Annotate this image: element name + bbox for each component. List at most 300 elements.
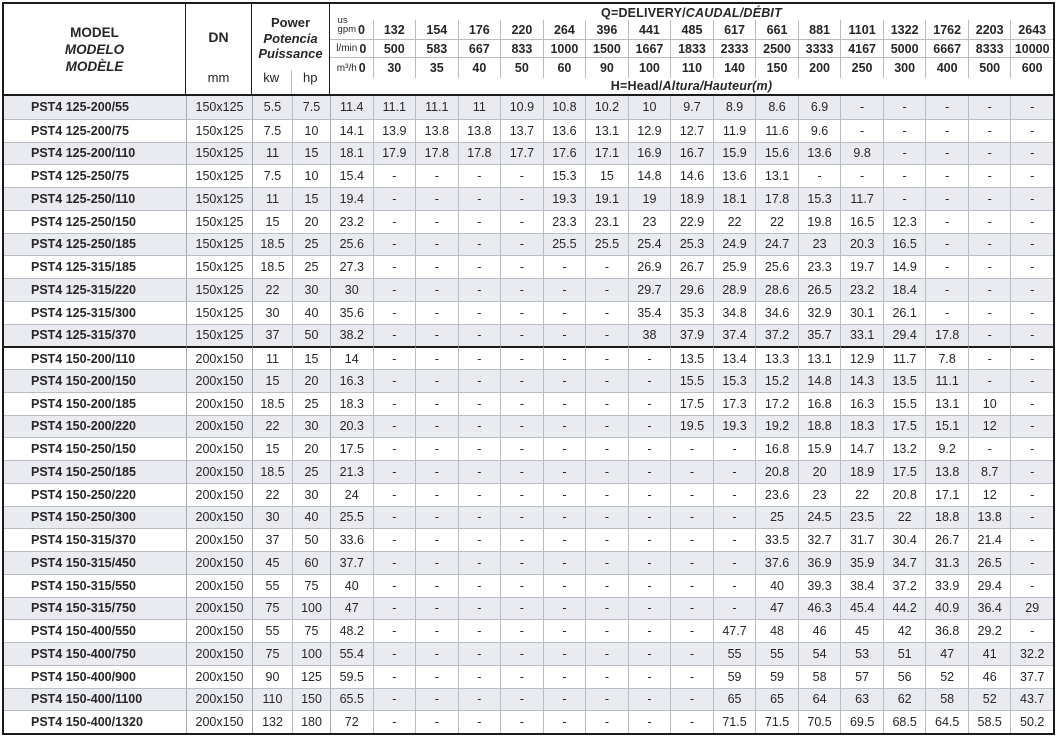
head-value-cell: - [500,187,543,210]
head-value-cell: 17.8 [458,142,501,165]
head-value-cell: 24 [330,483,373,506]
head-value-cell: 24.7 [755,233,798,256]
model-cell: PST4 150-250/185 [4,460,186,483]
head-value-cell: - [543,369,586,392]
q-title-italic: CAUDAL/DÉBIT [685,6,782,20]
lmin-value: 833 [500,40,543,58]
head-value-cell: - [415,483,458,506]
m3h-value: 150 [755,58,798,78]
head-value-cell: 17.5 [330,437,373,460]
kw-cell: 22 [252,483,292,506]
head-value-cell: - [415,278,458,301]
head-value-cell: - [1010,574,1053,597]
model-cell: PST4 150-400/1320 [4,710,186,733]
head-value-cell: - [883,119,926,142]
gpm-zero-value: 0 [358,22,365,37]
kw-cell: 75 [252,597,292,620]
head-value-cell: - [925,96,968,119]
head-value-cell: 33.6 [330,528,373,551]
head-value-cell: - [373,346,416,369]
head-value-cell: - [925,164,968,187]
head-value-cell: - [585,665,628,688]
head-value-cell: 62 [883,688,926,711]
head-value-cell: - [1010,278,1053,301]
kw-cell: 132 [252,710,292,733]
lmin-unit-cell [330,40,373,58]
head-value-cell: - [415,233,458,256]
head-value-cell: 11.7 [840,187,883,210]
head-value-cell: 12.9 [840,346,883,369]
head-value-cell: - [925,187,968,210]
head-value-cell: 33.9 [925,574,968,597]
head-value-cell: 20 [798,460,841,483]
gpm-value: 132 [373,20,416,40]
head-value-cell: - [585,528,628,551]
kw-cell: 18.5 [252,392,292,415]
dn-cell: 150x125 [186,233,252,256]
head-value-cell: 9.7 [670,96,713,119]
head-value-cell: 46 [798,619,841,642]
lmin-value: 1833 [670,40,713,58]
model-cell: PST4 125-200/110 [4,142,186,165]
head-value-cell: - [1010,255,1053,278]
head-value-cell: - [628,551,671,574]
head-value-cell: 16.5 [840,210,883,233]
head-value-cell: 47 [925,642,968,665]
head-value-cell: - [373,164,416,187]
head-value-cell: - [415,665,458,688]
head-value-cell: - [373,392,416,415]
head-value-cell: - [1010,460,1053,483]
model-label-es: MODELO [64,41,125,57]
head-value-cell: - [500,346,543,369]
hp-unit-header: hp [291,70,330,94]
head-value-cell: - [968,301,1011,324]
head-value-cell: 25.6 [330,233,373,256]
head-value-cell: 40.9 [925,597,968,620]
kw-cell: 15 [252,210,292,233]
m3h-value: 110 [670,58,713,78]
head-value-cell: 22 [713,210,756,233]
dn-cell: 200x150 [186,551,252,574]
head-value-cell: 23 [628,210,671,233]
head-value-cell: - [500,528,543,551]
head-value-cell: 17.1 [925,483,968,506]
head-value-cell: - [670,574,713,597]
head-value-cell: - [585,642,628,665]
head-value-cell: - [543,255,586,278]
head-value-cell: - [968,233,1011,256]
head-value-cell: 13.9 [373,119,416,142]
head-value-cell: - [543,460,586,483]
head-value-cell: - [458,437,501,460]
head-value-cell: 72 [330,710,373,733]
head-value-cell: 47 [755,597,798,620]
lmin-value: 1667 [628,40,671,58]
head-value-cell: 13.2 [883,437,926,460]
kw-cell: 11 [252,142,292,165]
head-value-cell: 41 [968,642,1011,665]
hp-cell: 40 [292,506,330,529]
hp-cell: 20 [292,437,330,460]
head-value-cell: - [1010,483,1053,506]
head-value-cell: 65 [713,688,756,711]
head-value-cell: - [1010,142,1053,165]
m3h-value: 200 [798,58,841,78]
head-value-cell: 26.5 [968,551,1011,574]
head-value-cell: 20.8 [883,483,926,506]
head-value-cell: 13.7 [500,119,543,142]
hp-cell: 30 [292,278,330,301]
dn-cell: 150x125 [186,324,252,347]
m3h-value: 90 [585,58,628,78]
head-value-cell: - [543,346,586,369]
head-value-cell: 38.2 [330,324,373,347]
head-value-cell: 36.4 [968,597,1011,620]
gpm-unit-label-top: us [337,15,348,26]
head-value-cell: 17.5 [883,460,926,483]
head-value-cell: 29.4 [883,324,926,347]
lmin-value: 1500 [585,40,628,58]
head-value-cell: - [585,460,628,483]
hp-cell: 10 [292,119,330,142]
hp-cell: 25 [292,233,330,256]
head-value-cell: - [925,278,968,301]
head-value-cell: - [415,710,458,733]
head-value-cell: - [628,392,671,415]
head-value-cell: - [925,233,968,256]
kw-cell: 37 [252,324,292,347]
hp-cell: 25 [292,392,330,415]
head-value-cell: - [500,164,543,187]
dn-cell: 200x150 [186,415,252,438]
head-value-cell: 44.2 [883,597,926,620]
head-value-cell: 34.8 [713,301,756,324]
model-cell: PST4 150-315/750 [4,597,186,620]
head-value-cell: - [500,415,543,438]
head-value-cell: - [500,483,543,506]
head-value-cell: - [415,210,458,233]
head-value-cell: - [415,506,458,529]
head-value-cell: 16.3 [330,369,373,392]
h-title-italic: Altura/Hauteur(m) [662,79,773,93]
head-value-cell: - [585,255,628,278]
head-value-cell: 16.8 [798,392,841,415]
head-value-cell: 34.7 [883,551,926,574]
head-value-cell: - [415,301,458,324]
head-value-cell: - [373,233,416,256]
head-value-cell: - [628,528,671,551]
head-value-cell: 11.1 [373,96,416,119]
head-value-cell: 14.6 [670,164,713,187]
head-value-cell: 36.9 [798,551,841,574]
head-value-cell: - [628,483,671,506]
head-value-cell: - [628,574,671,597]
dn-cell: 200x150 [186,574,252,597]
head-value-cell: 59 [713,665,756,688]
head-value-cell: - [415,619,458,642]
head-value-cell: 45 [840,619,883,642]
head-value-cell: - [415,255,458,278]
hp-cell: 180 [292,710,330,733]
head-value-cell: 17.6 [543,142,586,165]
head-value-cell: - [373,415,416,438]
head-value-cell: - [670,597,713,620]
head-value-cell: - [500,551,543,574]
hp-cell: 15 [292,346,330,369]
kw-cell: 110 [252,688,292,711]
head-value-cell: 8.9 [713,96,756,119]
head-value-cell: - [968,187,1011,210]
head-value-cell: 58 [925,688,968,711]
head-value-cell: 48 [755,619,798,642]
head-value-cell: 20.3 [840,233,883,256]
head-value-cell: 13.3 [755,346,798,369]
head-value-cell: 13.6 [798,142,841,165]
head-value-cell: - [415,324,458,347]
head-value-cell: - [883,96,926,119]
head-value-cell: - [968,119,1011,142]
head-value-cell: 19.4 [330,187,373,210]
head-value-cell: 23 [798,233,841,256]
head-value-cell: 46.3 [798,597,841,620]
head-value-cell: 17.8 [925,324,968,347]
head-value-cell: 37.4 [713,324,756,347]
head-value-cell: 32.7 [798,528,841,551]
head-value-cell: 38.4 [840,574,883,597]
lmin-value: 583 [415,40,458,58]
head-value-cell: - [1010,324,1053,347]
kw-cell: 11 [252,187,292,210]
model-cell: PST4 125-250/110 [4,187,186,210]
hp-cell: 75 [292,574,330,597]
head-value-cell: - [373,369,416,392]
kw-cell: 18.5 [252,460,292,483]
head-value-cell: - [925,210,968,233]
head-value-cell: 11.4 [330,96,373,119]
head-value-cell: 13.1 [755,164,798,187]
head-value-cell: 8.7 [968,460,1011,483]
lmin-value: 8333 [968,40,1011,58]
head-value-cell: 12.9 [628,119,671,142]
head-value-cell: - [543,415,586,438]
head-value-cell: - [500,619,543,642]
head-value-cell: - [500,278,543,301]
head-value-cell: 13.8 [968,506,1011,529]
head-value-cell: - [628,597,671,620]
kw-cell: 22 [252,278,292,301]
head-value-cell: 12.7 [670,119,713,142]
head-value-cell: - [1010,619,1053,642]
gpm-value: 485 [670,20,713,40]
head-value-cell: 18.9 [670,187,713,210]
head-value-cell: - [500,210,543,233]
power-unit-row [252,70,329,94]
hp-cell: 30 [292,483,330,506]
hp-cell: 150 [292,688,330,711]
head-value-cell: 64.5 [925,710,968,733]
model-cell: PST4 150-400/750 [4,642,186,665]
m3h-value: 30 [373,58,416,78]
q-title-plain: Q=DELIVERY/ [601,6,686,20]
head-value-cell: - [458,506,501,529]
m3h-value: 600 [1010,58,1053,78]
head-value-cell: - [713,528,756,551]
head-value-cell: - [840,164,883,187]
head-value-cell: 71.5 [713,710,756,733]
head-value-cell: - [458,483,501,506]
dn-cell: 200x150 [186,710,252,733]
model-cell: PST4 150-200/110 [4,346,186,369]
model-cell: PST4 125-315/185 [4,255,186,278]
lmin-value: 667 [458,40,501,58]
head-value-cell: 35.4 [628,301,671,324]
model-label-en: MODEL [70,24,119,40]
head-value-cell: - [415,688,458,711]
head-value-cell: - [373,619,416,642]
head-value-cell: - [585,506,628,529]
head-value-cell: - [373,460,416,483]
head-value-cell: 17.1 [585,142,628,165]
lmin-value: 3333 [798,40,841,58]
lmin-zero-value: 0 [359,41,367,56]
head-value-cell: - [543,619,586,642]
head-value-cell: 33.1 [840,324,883,347]
pump-specification-table [2,2,1055,735]
head-value-cell: 54 [798,642,841,665]
head-value-cell: - [500,597,543,620]
head-value-cell: - [373,597,416,620]
head-value-cell: - [458,278,501,301]
head-value-cell: - [968,142,1011,165]
head-value-cell: - [543,665,586,688]
head-value-cell: - [968,278,1011,301]
head-value-cell: 23.6 [755,483,798,506]
head-value-cell: - [670,506,713,529]
head-value-cell: - [500,688,543,711]
head-value-cell: 19.8 [798,210,841,233]
dn-cell: 200x150 [186,688,252,711]
head-value-cell: - [585,688,628,711]
head-value-cell: - [883,187,926,210]
lmin-value: 5000 [883,40,926,58]
head-value-cell: - [415,574,458,597]
head-value-cell: - [628,688,671,711]
head-value-cell: - [968,210,1011,233]
head-value-cell: - [670,688,713,711]
m3h-value: 60 [543,58,586,78]
head-value-cell: 34.6 [755,301,798,324]
head-value-cell: 57 [840,665,883,688]
head-value-cell: 11.6 [755,119,798,142]
head-value-cell: 6.9 [798,96,841,119]
head-value-cell: 26.5 [798,278,841,301]
head-value-cell: 17.5 [670,392,713,415]
head-value-cell: - [458,415,501,438]
hp-cell: 15 [292,187,330,210]
hp-cell: 100 [292,597,330,620]
gpm-value: 176 [458,20,501,40]
head-value-cell: 48.2 [330,619,373,642]
gpm-value: 1762 [925,20,968,40]
model-cell: PST4 125-250/185 [4,233,186,256]
model-cell: PST4 125-315/220 [4,278,186,301]
head-value-cell: 52 [925,665,968,688]
hp-cell: 25 [292,460,330,483]
head-value-cell: 12.3 [883,210,926,233]
head-value-cell: - [585,574,628,597]
head-value-cell: 18.1 [713,187,756,210]
head-value-cell: 14.8 [628,164,671,187]
model-cell: PST4 125-200/55 [4,96,186,119]
head-value-cell: 13.6 [713,164,756,187]
head-value-cell: - [670,437,713,460]
kw-cell: 15 [252,369,292,392]
head-value-cell: - [1010,437,1053,460]
kw-cell: 22 [252,415,292,438]
head-value-cell: - [373,710,416,733]
model-cell: PST4 150-400/550 [4,619,186,642]
kw-cell: 5.5 [252,96,292,119]
head-value-cell: - [373,506,416,529]
hp-cell: 25 [292,255,330,278]
head-value-cell: 11.1 [925,369,968,392]
dn-cell: 150x125 [186,255,252,278]
head-value-cell: 29.7 [628,278,671,301]
gpm-value: 1101 [840,20,883,40]
dn-column-header [186,4,252,96]
head-value-cell: - [458,460,501,483]
kw-cell: 7.5 [252,164,292,187]
kw-cell: 90 [252,665,292,688]
head-value-cell: 35.7 [798,324,841,347]
head-value-cell: - [543,301,586,324]
head-value-cell: - [458,710,501,733]
m3h-value: 40 [458,58,501,78]
head-title [330,78,1053,94]
dn-unit-label: mm [207,70,230,85]
head-value-cell: - [500,574,543,597]
head-value-cell: 15.3 [713,369,756,392]
head-value-cell: 37.2 [755,324,798,347]
head-value-cell: - [1010,96,1053,119]
head-value-cell: 33.5 [755,528,798,551]
head-value-cell: 13.5 [883,369,926,392]
dn-cell: 200x150 [186,437,252,460]
head-value-cell: 26.1 [883,301,926,324]
head-value-cell: - [713,460,756,483]
kw-cell: 11 [252,346,292,369]
head-value-cell: - [670,710,713,733]
head-value-cell: - [1010,346,1053,369]
dn-cell: 150x125 [186,119,252,142]
head-value-cell: 50.2 [1010,710,1053,733]
head-value-cell: 16.7 [670,142,713,165]
m3h-unit-cell [330,58,373,78]
head-value-cell: 15.5 [670,369,713,392]
head-value-cell: - [415,369,458,392]
dn-cell: 150x125 [186,142,252,165]
dn-label: DN [208,29,229,45]
head-value-cell: 18.8 [925,506,968,529]
head-value-cell: 22.9 [670,210,713,233]
head-value-cell: 18.3 [330,392,373,415]
head-value-cell: - [628,619,671,642]
head-value-cell: - [458,346,501,369]
head-value-cell: 28.6 [755,278,798,301]
hp-cell: 125 [292,665,330,688]
head-value-cell: 19.7 [840,255,883,278]
